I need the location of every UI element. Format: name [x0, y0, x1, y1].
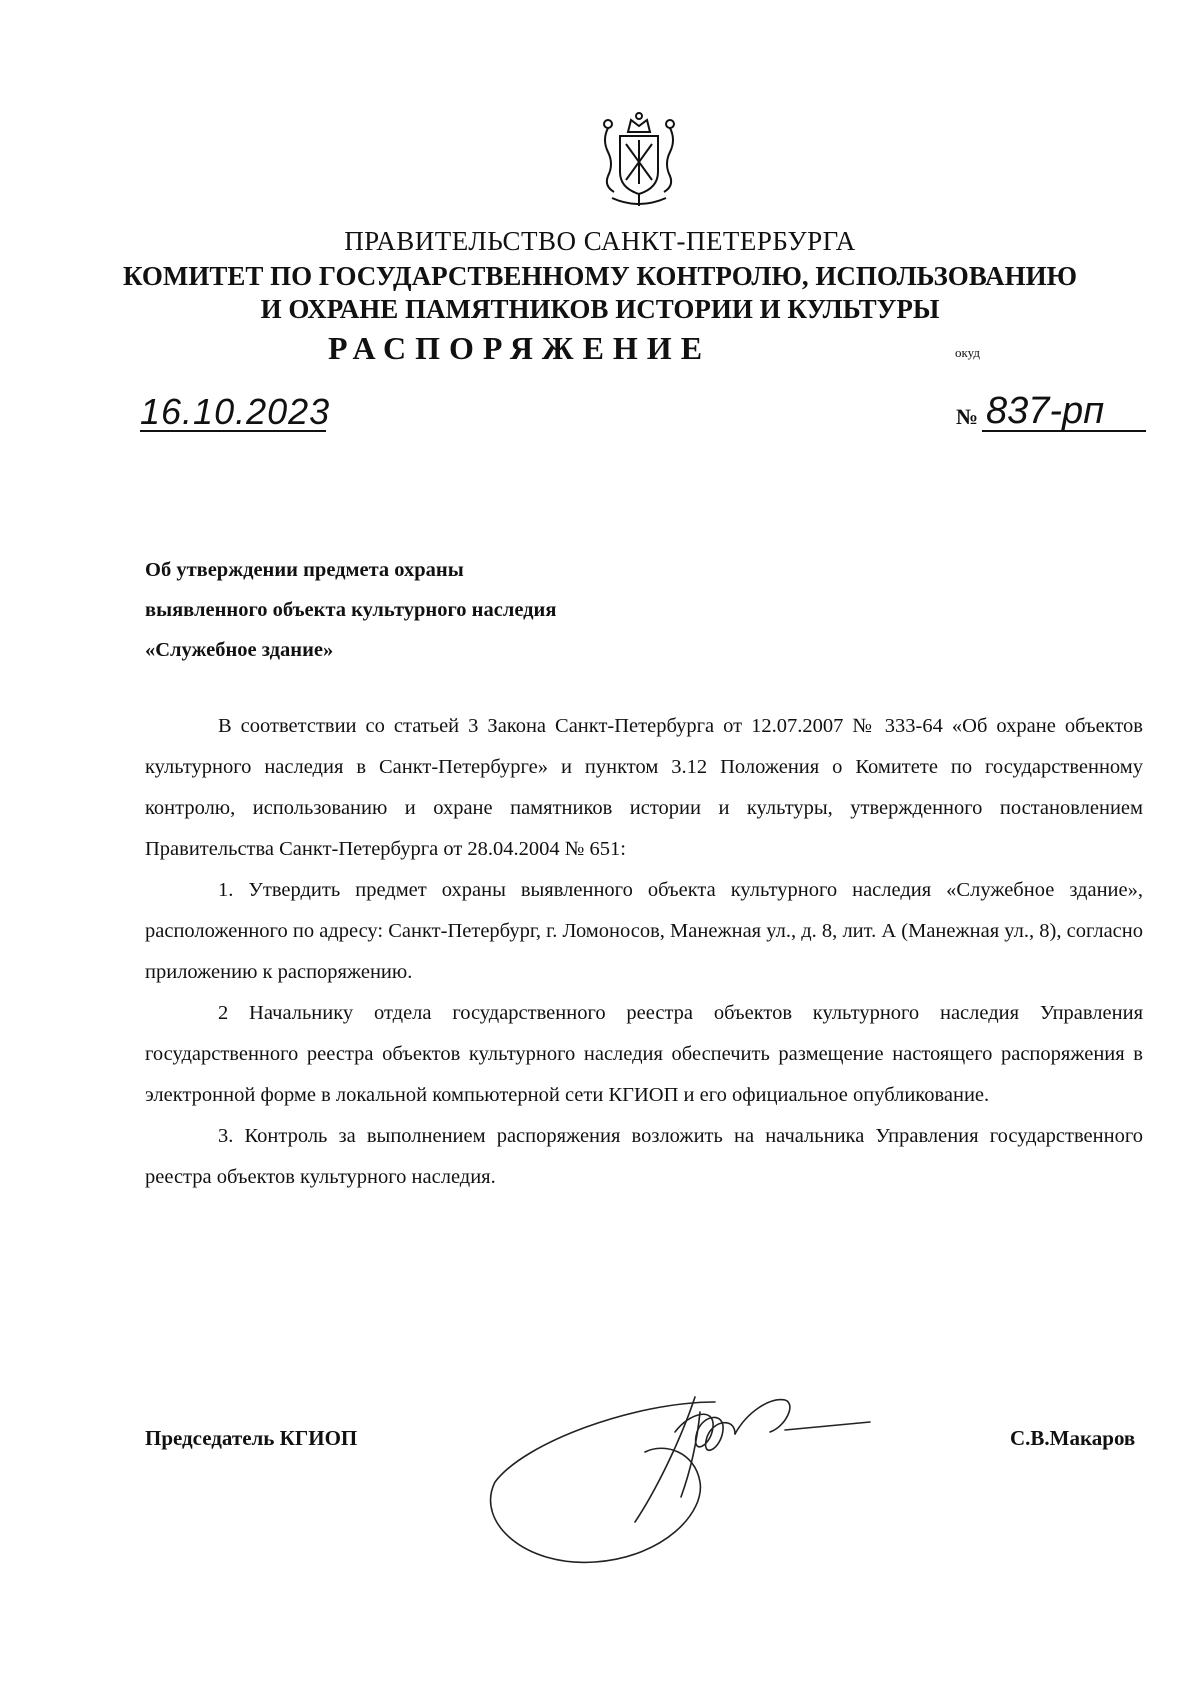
okud-label: окуд: [955, 345, 980, 360]
committee-name-line2: И ОХРАНЕ ПАМЯТНИКОВ ИСТОРИИ И КУЛЬТУРЫ: [260, 294, 940, 324]
document-body: [145, 706, 1143, 1198]
handwritten-signature: [485, 1372, 950, 1572]
subject-line: Об утверждении предмета охраны: [145, 559, 464, 581]
subject-line: выявленного объекта культурного наследия: [145, 599, 557, 621]
document-subject: [145, 550, 556, 670]
document-type: РАСПОРЯЖЕНИЕ: [328, 330, 712, 366]
government-name: ПРАВИТЕЛЬСТВО САНКТ-ПЕТЕРБУРГА: [344, 226, 856, 256]
subject-line: «Служебное здание»: [145, 639, 334, 661]
document-date: 16.10.2023: [140, 391, 331, 432]
committee-name-line1: КОМИТЕТ ПО ГОСУДАРСТВЕННОМУ КОНТРОЛЮ, ИСПОЛЬЗОВАНИЮ: [123, 261, 1077, 291]
committee-name: [0, 260, 1200, 326]
preamble-paragraph: В соответствии со статьей 3 Закона Санкт-Петербурга от 12.07.2007 № 333-64 «Об охране объектов культурного наследия в Санкт-Петербурге» и пунктом 3.12 Положения о Комитете по государственному контролю, использованию и охране памятников истории и культуры, утвержденного постановлением Правительства Санкт-Петербурга от 28.04.2004 № 651:: [145, 715, 1143, 860]
order-item-3: 3. Контроль за выполнением распоряжения возложить на начальника Управления государственного реестра объектов культурного наследия.: [145, 1125, 1143, 1188]
number-sign: №: [956, 404, 979, 429]
order-item-2: 2 Начальнику отдела государственного реестра объектов культурного наследия Управления государственного реестра объектов культурного наследия обеспечить размещение настоящего распоряжения в электронной форме в локальной компьютерной сети КГИОП и его официальное опубликование.: [145, 1002, 1143, 1106]
order-item-1: 1. Утвердить предмет охраны выявленного объекта культурного наследия «Служебное здание», расположенного по адресу: Санкт-Петербург, г. Ломоносов, Манежная ул., д. 8, лит. А (Манежная ул., 8), согласно приложению к распоряжению.: [145, 879, 1143, 983]
signer-title: Председатель КГИОП: [145, 1426, 358, 1450]
signer-name: С.В.Макаров: [1010, 1426, 1136, 1450]
coat-of-arms-icon: [598, 110, 680, 210]
document-number: 837-рп: [982, 392, 1146, 432]
